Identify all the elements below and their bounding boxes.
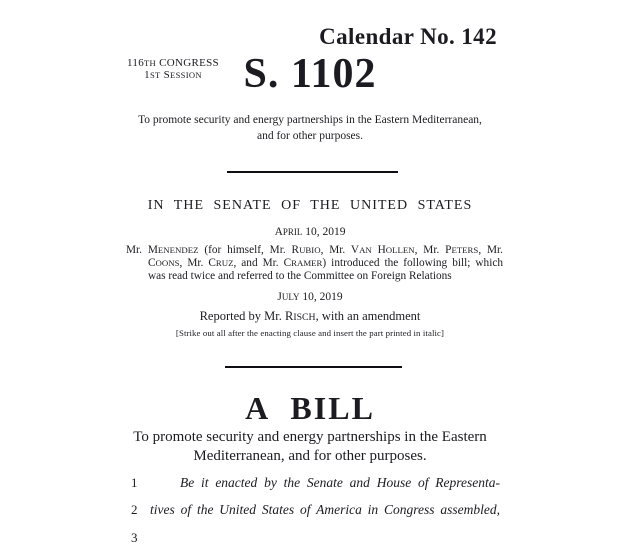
line-number: 3 <box>131 530 138 545</box>
text-segment: , Mr. C <box>179 257 216 270</box>
text-segment: C <box>148 257 156 270</box>
reported-date <box>110 291 510 303</box>
sponsor-line-2 <box>126 257 503 270</box>
sponsor-line-1 <box>126 244 503 257</box>
text-segment: was read twice and referred to the Committee on Foreign Relations <box>148 270 452 283</box>
divider-rule-top <box>227 171 398 173</box>
introduced-date <box>110 226 510 238</box>
text-segment: ESSION <box>170 69 202 80</box>
bill-number: S. 1102 <box>243 51 377 97</box>
calendar-number: Calendar No. 142 <box>319 24 497 49</box>
bill-body-line <box>131 502 500 518</box>
text-segment: , Mr. <box>478 244 504 256</box>
purpose-statement-large <box>110 428 510 465</box>
text-segment: , and Mr. C <box>233 257 292 270</box>
amendment-instruction-note: [Strike out all after the enacting clause and insert the part printed in italic] <box>175 328 445 338</box>
text-segment: RAMER <box>291 258 323 269</box>
text-segment: RUZ <box>215 258 234 269</box>
bill-title: A BILL <box>245 390 375 426</box>
purpose-statement <box>110 113 510 144</box>
purpose-large-line-2: Mediterranean, and for other purposes. <box>193 447 427 464</box>
text-segment: A <box>274 226 283 238</box>
text-segment: TH <box>144 58 157 68</box>
text-segment: 116 <box>127 57 145 69</box>
text-segment: PRIL <box>282 227 303 237</box>
purpose-large-line-1: To promote security and energy partnerships in the Eastern <box>133 429 487 445</box>
text-segment: ISCH <box>293 312 316 323</box>
enacting-clause-line-2: tives of the United States of America in Congress assembled, <box>150 502 500 517</box>
purpose-line-1: To promote security and energy partnerships in the Eastern Mediterranean, <box>138 114 482 126</box>
bill-body-line <box>131 475 500 491</box>
text-segment: H <box>371 244 386 256</box>
text-segment: ) introduced the following bill; which <box>322 257 503 270</box>
text-segment: OONS <box>155 258 180 269</box>
text-segment: ENENDEZ <box>157 245 199 255</box>
text-segment: OLLEN <box>385 245 415 255</box>
text-segment: S <box>160 68 171 81</box>
text-segment: ETERS <box>451 245 479 255</box>
divider-rule-bottom <box>225 366 402 368</box>
enacting-clause-line-1: Be it enacted by the Senate and House of Representa- <box>180 475 500 490</box>
text-segment: , Mr. P <box>414 244 452 256</box>
congress-session-block <box>110 58 236 81</box>
session-line <box>110 70 236 82</box>
text-segment: ULY <box>281 292 300 302</box>
text-segment: UBIO <box>299 245 321 255</box>
congress-line <box>110 58 236 70</box>
text-segment: 10, 2019 <box>302 226 346 238</box>
reported-line <box>110 309 510 324</box>
text-segment: , Mr. V <box>320 244 360 256</box>
text-segment: CONGRESS <box>156 57 219 69</box>
line-number: 2 <box>131 502 138 517</box>
text-segment: , with an amendment <box>315 309 421 323</box>
sponsor-paragraph <box>126 244 503 284</box>
text-segment: Mr. M <box>126 244 158 256</box>
text-segment: J <box>277 291 282 303</box>
text-segment: Reported by Mr. R <box>199 309 294 323</box>
text-segment: 10, 2019 <box>299 291 343 303</box>
purpose-line-2: and for other purposes. <box>256 129 364 142</box>
text-segment: AN <box>359 245 372 255</box>
text-segment: ST <box>149 69 161 80</box>
text-segment: (for himself, Mr. R <box>198 244 300 256</box>
senate-heading: IN THE SENATE OF THE UNITED STATES <box>147 198 473 213</box>
text-segment: 1 <box>144 68 150 81</box>
sponsor-line-3 <box>126 270 503 283</box>
line-number: 1 <box>131 475 138 490</box>
